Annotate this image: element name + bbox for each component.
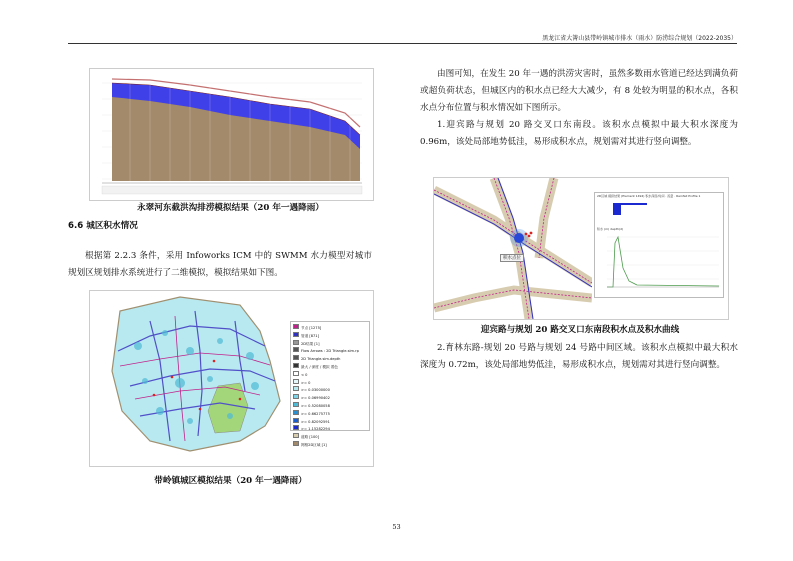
legend-entry <box>293 394 367 402</box>
legend-label: >= 0.06990402 <box>301 396 330 401</box>
legend-entry <box>293 371 367 379</box>
legend-entry <box>293 425 367 433</box>
legend-label: >= 0 <box>301 380 311 385</box>
junction-caption: 迎宾路与规划 20 路交叉口东南段积水点及积水曲线 <box>480 325 680 335</box>
legend-entry <box>293 379 367 387</box>
legend-label: 最大 / 深度 / 模拟 着色 <box>301 364 338 369</box>
section-number: 6.6 <box>68 221 84 231</box>
right-paragraph-block-2 <box>420 340 738 374</box>
legend-swatch <box>293 418 299 423</box>
legend-entry <box>293 363 367 371</box>
profile-figure <box>89 68 374 201</box>
legend-entry <box>293 355 367 363</box>
page-number: 53 <box>392 523 401 531</box>
junction-figure <box>433 177 729 320</box>
legend-label: 节点 [1275] <box>301 326 322 330</box>
citymap-figure <box>89 290 374 467</box>
legend-label: 道路 [100] <box>301 435 319 440</box>
legend-swatch <box>293 402 299 407</box>
legend-swatch <box>293 340 299 345</box>
junction-point-label: 积水点位 <box>500 254 524 262</box>
legend-label: < 0 <box>301 372 308 377</box>
depth-chart-ylabel: 积水 (m) depth(d) <box>597 227 624 231</box>
legend-swatch <box>293 433 299 438</box>
legend-entry <box>293 347 367 355</box>
legend-swatch <box>293 394 299 399</box>
legend-swatch <box>293 386 299 391</box>
legend-swatch <box>293 324 299 329</box>
citymap-legend <box>290 321 370 447</box>
depth-chart <box>594 192 724 298</box>
right-paragraph-block <box>420 66 738 151</box>
right-paragraph-1: 由图可知，在发生 20 年一遇的洪涝灾害时，虽然多数雨水管道已经达到满负荷或超负荷状态，但城区内的积水点已经大大减少，有 8 处较为明显的积水点，各积水点分布位置与积水情况如下图所示。 <box>420 69 738 113</box>
legend-swatch <box>293 371 299 376</box>
section-heading <box>68 219 138 231</box>
profile-chart <box>90 69 373 200</box>
legend-label: >= 0.52080058 <box>301 403 330 408</box>
legend-entry <box>293 418 367 426</box>
legend-label: >= 1.15282294 <box>301 427 330 432</box>
profile-caption: 永翠河东截洪沟排涝模拟结果（20 年一遇降雨） <box>137 203 324 213</box>
legend-swatch <box>293 355 299 360</box>
legend-entry <box>293 433 367 441</box>
legend-entry <box>293 332 367 340</box>
legend-label: Flow Arrows : 2D Triangle.sim.rp <box>301 349 359 354</box>
legend-label: 2D Triangle.sim.depth <box>301 357 341 362</box>
right-paragraph-3: 2.育林东路-规划 20 号路与规划 24 号路中间区域。该积水点模拟中最大积水深度为 0.72m，该处局部地势低洼，易形成积水点，规划需对其进行竖向调整。 <box>420 343 738 370</box>
legend-entry <box>293 386 367 394</box>
legend-swatch <box>293 410 299 415</box>
legend-entry <box>293 402 367 410</box>
legend-entry <box>293 441 367 449</box>
legend-label: >= 0.82092591 <box>301 419 330 424</box>
legend-swatch <box>293 379 299 384</box>
right-paragraph-2: 1.迎宾路与规划 20 路交叉口东南段。该积水点模拟中最大积水深度为 0.96m，该处局部地势低洼，易形成积水点，规划需对其进行竖向调整。 <box>420 120 738 147</box>
left-paragraph-block <box>68 248 372 282</box>
legend-entry <box>293 410 367 418</box>
legend-entry <box>293 324 367 332</box>
junction-map <box>434 178 592 319</box>
running-header: 黑龙江省大箐山县带岭镇城市排水（雨水）防涝综合规划（2022-2035） <box>542 35 737 42</box>
depth-chart-title: 2D区域 模拟结果 (Element 1494) 积水深度/时间 · 流量 · Rainfall Profile 1 <box>597 194 701 198</box>
legend-label: 网格2D区域 [1] <box>301 442 327 447</box>
legend-label: >= 0.66275775 <box>301 411 330 416</box>
legend-label: 管道 [871] <box>301 333 319 338</box>
legend-swatch <box>293 425 299 430</box>
legend-swatch <box>293 441 299 446</box>
section-title: 城区积水情况 <box>86 221 138 231</box>
header-rule <box>68 43 737 44</box>
legend-swatch <box>293 363 299 368</box>
legend-swatch <box>293 347 299 352</box>
legend-label: 2D结果 [1] <box>301 341 320 346</box>
legend-label: >= 0.03000000 <box>301 388 330 393</box>
citymap-caption: 带岭镇城区模拟结果（20 年一遇降雨） <box>154 476 307 486</box>
left-paragraph: 根据第 2.2.3 条件，采用 Infoworks ICM 中的 SWMM 水力模型对城市规划区规划排水系统进行了二维模拟，模拟结果如下图。 <box>68 251 372 278</box>
legend-swatch <box>293 332 299 337</box>
legend-entry <box>293 340 367 348</box>
